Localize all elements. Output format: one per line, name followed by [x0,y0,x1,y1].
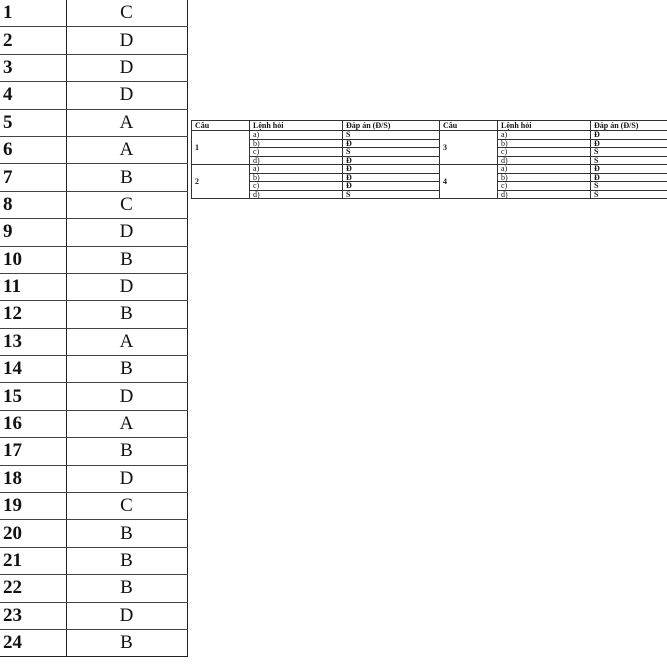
question-number: 2 [192,165,250,199]
question-number: 6 [0,136,66,163]
answer-row [0,356,187,383]
answer-choice: B [66,301,187,328]
question-number: 2 [0,27,66,54]
answer-choice: B [66,520,187,547]
answer-row [0,547,187,574]
answer-row [0,438,187,465]
answer-choice: A [66,109,187,136]
answer-row [0,301,187,328]
true-false-answer: Đ [343,139,440,148]
answer-row [0,520,187,547]
answer-choice: C [66,493,187,520]
answer-choice: D [66,383,187,410]
statement-label: b) [498,139,591,148]
question-number: 16 [0,410,66,437]
statement-label: d) [498,156,591,165]
statement-label: a) [498,131,591,140]
question-number: 4 [440,165,498,199]
header-lenh-hoi: Lệnh hỏi [498,121,591,131]
tf-header-row [192,121,667,131]
question-number: 7 [0,164,66,191]
question-number: 5 [0,109,66,136]
statement-label: a) [250,131,343,140]
answer-row [0,629,187,656]
answer-row [0,383,187,410]
question-number: 14 [0,356,66,383]
answer-row [0,246,187,273]
true-false-answer: S [591,190,667,199]
answer-choice: C [66,191,187,218]
true-false-answer: Đ [591,139,667,148]
answer-choice: D [66,602,187,629]
question-number: 21 [0,547,66,574]
true-false-answer: S [343,190,440,199]
question-number: 12 [0,301,66,328]
answer-row [0,136,187,163]
true-false-answer: Đ [343,173,440,182]
tf-row [192,182,667,191]
answer-row [0,27,187,54]
question-number: 19 [0,493,66,520]
answer-row [0,273,187,300]
answer-choice: D [66,273,187,300]
statement-label: b) [498,173,591,182]
statement-label: d) [498,190,591,199]
answer-choice: D [66,54,187,81]
question-number: 24 [0,629,66,656]
statement-label: c) [250,148,343,157]
statement-label: a) [498,165,591,174]
true-false-answer: S [591,148,667,157]
question-number: 22 [0,575,66,602]
answer-choice: B [66,164,187,191]
question-number: 13 [0,328,66,355]
answer-row [0,328,187,355]
tf-row [192,190,667,199]
true-false-answer: Đ [343,165,440,174]
tf-row [192,131,667,140]
statement-label: d) [250,190,343,199]
true-false-answer: Đ [591,173,667,182]
question-number: 9 [0,219,66,246]
question-number: 8 [0,191,66,218]
true-false-answer: S [343,148,440,157]
statement-label: c) [250,182,343,191]
answer-choice: B [66,356,187,383]
answer-row [0,164,187,191]
header-dap-an: Đáp án (Đ/S) [343,121,440,131]
answer-row [0,191,187,218]
answer-row [0,575,187,602]
answer-row [0,0,187,27]
answer-key-body [0,0,187,657]
header-dap-an: Đáp án (Đ/S) [591,121,667,131]
answer-choice: C [66,0,187,27]
answer-choice: A [66,410,187,437]
answer-row [0,82,187,109]
question-number: 18 [0,465,66,492]
answer-row [0,602,187,629]
true-false-answer: S [343,131,440,140]
question-number: 1 [192,131,250,165]
answer-row [0,465,187,492]
answer-choice: B [66,629,187,656]
tf-row [192,148,667,157]
header-cau: Câu [192,121,250,131]
question-number: 17 [0,438,66,465]
true-false-answer: Đ [343,156,440,165]
question-number: 23 [0,602,66,629]
answer-choice: A [66,136,187,163]
tf-row [192,165,667,174]
true-false-answer: Đ [591,131,667,140]
answer-choice: B [66,575,187,602]
true-false-answer: S [591,182,667,191]
answer-row [0,410,187,437]
answer-choice: D [66,219,187,246]
statement-label: a) [250,165,343,174]
statement-label: b) [250,173,343,182]
question-number: 1 [0,0,66,27]
question-number: 3 [0,54,66,81]
statement-label: c) [498,148,591,157]
question-number: 10 [0,246,66,273]
header-lenh-hoi: Lệnh hỏi [250,121,343,131]
answer-row [0,54,187,81]
question-number: 20 [0,520,66,547]
true-false-answer: S [591,156,667,165]
answer-choice: B [66,547,187,574]
true-false-answer: Đ [591,165,667,174]
statement-label: b) [250,139,343,148]
statement-label: c) [498,182,591,191]
statement-label: d) [250,156,343,165]
answer-row [0,493,187,520]
question-number: 4 [0,82,66,109]
true-false-table [191,120,667,199]
question-number: 11 [0,273,66,300]
answer-row [0,109,187,136]
answer-row [0,219,187,246]
true-false-answer: Đ [343,182,440,191]
answer-key-table [0,0,188,657]
header-cau: Câu [440,121,498,131]
answer-choice: B [66,438,187,465]
answer-choice: D [66,27,187,54]
answer-choice: A [66,328,187,355]
answer-choice: B [66,246,187,273]
answer-choice: D [66,82,187,109]
tf-body [192,131,667,199]
answer-choice: D [66,465,187,492]
question-number: 3 [440,131,498,165]
question-number: 15 [0,383,66,410]
